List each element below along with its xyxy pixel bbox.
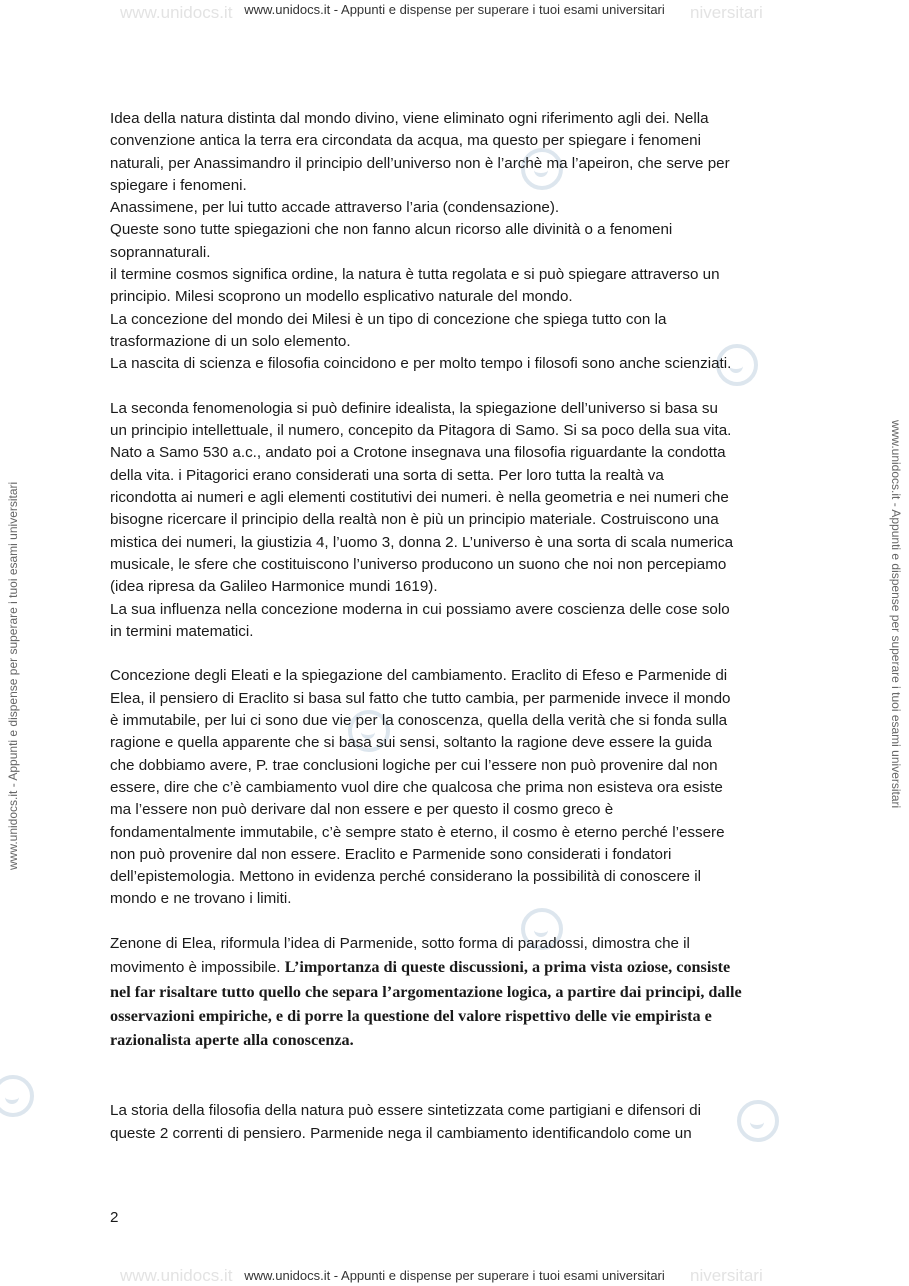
paragraph-milesi (110, 108, 810, 376)
header-watermark: www.unidocs.it - Appunti e dispense per superare i tuoi esami universitari (244, 2, 665, 17)
text-line: principio. Milesi scoprono un modello esplicativo naturale del mondo. (110, 288, 573, 306)
text-line: trasformazione di un solo elemento. (110, 332, 351, 350)
footer-watermark: www.unidocs.it - Appunti e dispense per superare i tuoi esami universitari (244, 1268, 665, 1283)
text-line: fondamentalmente immutabile, c’è sempre stato è eterno, il cosmo è eterno perché l’essere (110, 823, 725, 841)
text-line: soprannaturali. (110, 243, 211, 261)
text-line: mistica dei numeri, la giustizia 4, l’uomo 3, donna 2. L’universo è una sorta di scala numerica (110, 533, 734, 551)
text-line: movimento è impossibile. (110, 959, 285, 977)
document-body (110, 108, 810, 1145)
paragraph-eleati (110, 665, 810, 910)
text-line: La concezione del mondo dei Milesi è un tipo di concezione che spiega tutto con la (110, 310, 667, 328)
bold-quote-text: razionalista aperte alla conoscenza. (110, 1031, 354, 1050)
text-line: convenzione antica la terra era circondata da acqua, ma questo per spiegare i fenomeni (110, 132, 701, 150)
text-line: spiegare i fenomeni. (110, 176, 247, 194)
text-line: naturali, per Anassimandro il principio dell’universo non è l’archè ma l’apeiron, che serve per (110, 154, 730, 172)
paragraph-zenone (110, 933, 810, 1052)
text-line: (idea ripresa da Galileo Harmonice mundi 1619). (110, 578, 438, 596)
faint-watermark-right: niversitari (690, 1266, 763, 1285)
text-line: Concezione degli Eleati e la spiegazione del cambiamento. Eraclito di Efeso e Parmenide di (110, 667, 728, 685)
bold-quote-text: L’importanza di queste discussioni, a prima vista oziose, consiste (284, 958, 731, 977)
text-line: è immutabile, per lui ci sono due vie per la conoscenza, quella della verità che si fonda sulla (110, 712, 728, 730)
bold-quote-text: osservazioni empiriche, e di porre la questione del valore rispettivo delle vie empirista e (110, 1006, 712, 1025)
bold-quote-text: nel far risaltare tutto quello che separa l’argomentazione logica, a partire dai principi, dalle (110, 982, 742, 1001)
text-line: della vita. i Pitagorici erano considerati una sorta di setta. Per loro tutta la realtà va (110, 466, 664, 484)
paragraph-pitagora (110, 398, 810, 643)
text-line: musicale, le sfere che costituiscono l’universo producono un suono che noi non percepiamo (110, 555, 727, 573)
text-line: mondo e ne trovano i limiti. (110, 890, 292, 908)
unidocs-logo-icon (0, 1075, 34, 1117)
text-line: Zenone di Elea, riformula l’idea di Parmenide, sotto forma di paradossi, dimostra che il (110, 934, 690, 952)
text-line: dell’epistemologia. Mettono in evidenza perché considerano la possibilità di conoscere il (110, 868, 701, 886)
text-line: Queste sono tutte spiegazioni che non fanno alcun ricorso alle divinità o a fenomeni (110, 221, 673, 239)
text-line: La sua influenza nella concezione moderna in cui possiamo avere coscienza delle cose solo (110, 600, 730, 618)
text-line: ma l’essere non può derivare dal non essere e per questo il cosmo greco è (110, 801, 614, 819)
text-line: non può provenire dal non essere. Eraclito e Parmenide sono considerati i fondatori (110, 845, 672, 863)
text-line: Elea, il pensiero di Eraclito si basa sul fatto che tutto cambia, per parmenide invece il mondo (110, 689, 731, 707)
faint-watermark-left: www.unidocs.it (120, 1266, 233, 1285)
side-watermark-right: www.unidocs.it - Appunti e dispense per superare i tuoi esami universitari (889, 420, 903, 809)
text-line: Anassimene, per lui tutto accade attraverso l’aria (condensazione). (110, 199, 560, 217)
text-line: Nato a Samo 530 a.c., andato poi a Crotone insegnava una filosofia riguardante la condotta (110, 444, 726, 462)
text-line: in termini matematici. (110, 622, 254, 640)
text-line: che dobbiamo avere, P. trae conclusioni logiche per cui l’essere non può provenire dal non (110, 756, 718, 774)
text-line: bisogne ricercare il principio della realtà non è più un principio materiale. Costruiscono una (110, 511, 719, 529)
text-line: Idea della natura distinta dal mondo divino, viene eliminato ogni riferimento agli dei. Nella (110, 110, 709, 127)
text-line: La seconda fenomenologia si può definire idealista, la spiegazione dell’universo si basa su (110, 399, 718, 417)
text-line: queste 2 correnti di pensiero. Parmenide nega il cambiamento identificandolo come un (110, 1124, 692, 1142)
text-line: ragione e quella apparente che si basa sui sensi, soltanto la ragione deve essere la guida (110, 734, 712, 752)
text-line: essere, dire che c’è cambiamento vuol dire che qualcosa che prima non esisteva ora esiste (110, 778, 723, 796)
text-line: ricondotta ai numeri e agli elementi costitutivi dei numeri. è nella geometria e nei numeri che (110, 489, 729, 507)
faint-watermark-left: www.unidocs.it (120, 3, 233, 22)
text-line: un principio intellettuale, il numero, concepito da Pitagora di Samo. Si sa poco della sua vita. (110, 422, 732, 440)
text-line: La storia della filosofia della natura può essere sintetizzata come partigiani e difensori di (110, 1102, 701, 1120)
faint-watermark-right: niversitari (690, 3, 763, 22)
page-number: 2 (110, 1209, 119, 1226)
side-watermark-left: www.unidocs.it - Appunti e dispense per superare i tuoi esami universitari (6, 481, 20, 870)
text-line: il termine cosmos significa ordine, la natura è tutta regolata e si può spiegare attraverso un (110, 266, 720, 284)
paragraph-storia (110, 1100, 810, 1145)
text-line: La nascita di scienza e filosofia coincidono e per molto tempo i filosofi sono anche scienziati. (110, 355, 732, 373)
